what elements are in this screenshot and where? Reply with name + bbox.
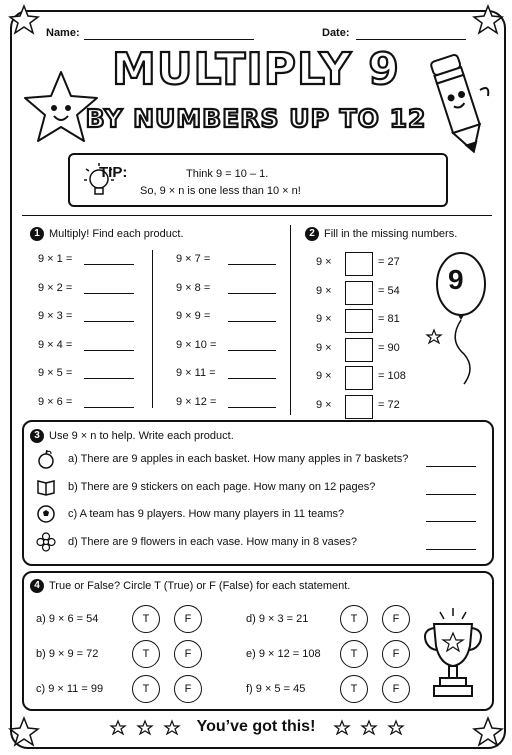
column-divider [152, 250, 153, 408]
answer-blank[interactable] [84, 407, 134, 408]
balloon-number: 9 [448, 264, 464, 295]
section-3-instruction: Use 9 × n to help. Write each product. [49, 430, 234, 442]
true-false-statement: f) 9 × 5 = 45 [246, 683, 306, 695]
encouragement-text: You’ve got this! [196, 718, 316, 735]
missing-number-lhs: 9 × [316, 256, 332, 268]
multiplication-problem: 9 × 3 = [38, 310, 73, 322]
missing-number-lhs: 9 × [316, 370, 332, 382]
word-problem-text: d) There are 9 flowers in each vase. How many in 8 vases? [68, 535, 357, 548]
multiplication-problem: 9 × 12 = [176, 395, 217, 408]
answer-blank[interactable] [426, 494, 476, 495]
section-divider-top [22, 215, 492, 216]
missing-number-lhs: 9 × [316, 341, 332, 354]
false-option[interactable]: F [382, 640, 410, 668]
answer-blank[interactable] [228, 293, 276, 294]
missing-number-rhs: = 27 [378, 256, 400, 268]
missing-number-rhs: = 108 [378, 370, 406, 382]
section-divider-vertical [290, 225, 291, 415]
tip-heading: TIP: [99, 164, 128, 181]
section-4-number: 4 [30, 579, 44, 593]
missing-number-box[interactable] [345, 338, 373, 362]
multiplication-problem: 9 × 11 = [176, 367, 216, 379]
answer-blank[interactable] [426, 549, 476, 550]
multiplication-problem: 9 × 2 = [38, 281, 73, 294]
smiling-star-icon [20, 68, 102, 146]
answer-blank[interactable] [228, 378, 276, 379]
false-option[interactable]: F [174, 675, 202, 703]
apple-icon [36, 449, 56, 469]
section-3-number: 3 [30, 429, 44, 443]
date-field[interactable] [356, 39, 466, 40]
true-false-statement: a) 9 × 6 = 54 [36, 613, 99, 625]
answer-blank[interactable] [84, 378, 134, 379]
multiplication-problem: 9 × 5 = [38, 367, 73, 379]
word-problem-text: c) A team has 9 players. How many players in 11 teams? [68, 508, 345, 520]
false-option[interactable]: F [174, 640, 202, 668]
answer-blank[interactable] [84, 293, 134, 294]
multiplication-problem: 9 × 4 = [38, 338, 73, 351]
multiplication-problem: 9 × 1 = [38, 253, 73, 265]
missing-number-rhs: = 72 [378, 398, 400, 411]
true-false-statement: e) 9 × 12 = 108 [246, 648, 321, 660]
missing-number-box[interactable] [345, 395, 373, 419]
multiplication-problem: 9 × 7 = [176, 253, 211, 265]
multiplication-problem: 9 × 9 = [176, 310, 211, 322]
answer-blank[interactable] [426, 521, 476, 522]
answer-blank[interactable] [84, 264, 134, 265]
missing-number-box[interactable] [345, 366, 373, 390]
true-option[interactable]: T [132, 605, 160, 633]
true-false-statement: b) 9 × 9 = 72 [36, 648, 99, 660]
pencil-mascot-icon [420, 48, 496, 158]
true-false-statement: c) 9 × 11 = 99 [36, 683, 104, 695]
missing-number-lhs: 9 × [316, 284, 332, 297]
tip-box [68, 153, 448, 207]
section-2-number: 2 [305, 227, 319, 241]
answer-blank[interactable] [228, 321, 276, 322]
missing-number-rhs: = 90 [378, 341, 400, 354]
trophy-icon [420, 606, 486, 702]
page-subtitle: BY NUMBERS UP TO 12 [85, 104, 427, 133]
answer-blank[interactable] [84, 350, 134, 351]
answer-blank[interactable] [426, 466, 476, 467]
flower-icon [36, 532, 56, 552]
word-problem-text: b) There are 9 stickers on each page. How many on 12 pages? [68, 480, 376, 493]
missing-number-box[interactable] [345, 252, 373, 276]
false-option[interactable]: F [382, 605, 410, 633]
missing-number-box[interactable] [345, 281, 373, 305]
section-1-instruction: Multiply! Find each product. [49, 228, 184, 240]
true-option[interactable]: T [132, 640, 160, 668]
book-icon [36, 477, 56, 497]
tip-line-1: Think 9 = 10 – 1. [186, 168, 269, 180]
answer-blank[interactable] [84, 321, 134, 322]
section-1-number: 1 [30, 227, 44, 241]
multiplication-problem: 9 × 8 = [176, 281, 211, 294]
missing-number-lhs: 9 × [316, 313, 332, 325]
true-false-statement: d) 9 × 3 = 21 [246, 613, 309, 625]
false-option[interactable]: F [382, 675, 410, 703]
section-2-instruction: Fill in the missing numbers. [324, 228, 458, 240]
false-option[interactable]: F [174, 605, 202, 633]
soccer-ball-icon [36, 504, 56, 524]
missing-number-box[interactable] [345, 309, 373, 333]
tip-line-2: So, 9 × n is one less than 10 × n! [140, 185, 301, 197]
name-field[interactable] [84, 39, 254, 40]
missing-number-lhs: 9 × [316, 398, 332, 411]
answer-blank[interactable] [228, 264, 276, 265]
word-problem-text: a) There are 9 apples in each basket. How many apples in 7 baskets? [68, 453, 409, 465]
date-label: Date: [322, 27, 350, 39]
missing-number-rhs: = 81 [378, 313, 400, 325]
missing-number-rhs: = 54 [378, 284, 400, 297]
multiplication-problem: 9 × 6 = [38, 395, 73, 408]
answer-blank[interactable] [228, 350, 276, 351]
true-option[interactable]: T [340, 640, 368, 668]
true-option[interactable]: T [132, 675, 160, 703]
multiplication-problem: 9 × 10 = [176, 338, 217, 351]
page-title: MULTIPLY 9 [112, 44, 400, 95]
answer-blank[interactable] [228, 407, 276, 408]
section-4-instruction: True or False? Circle T (True) or F (False) for each statement. [49, 580, 351, 592]
true-option[interactable]: T [340, 605, 368, 633]
name-label: Name: [46, 27, 80, 39]
true-option[interactable]: T [340, 675, 368, 703]
